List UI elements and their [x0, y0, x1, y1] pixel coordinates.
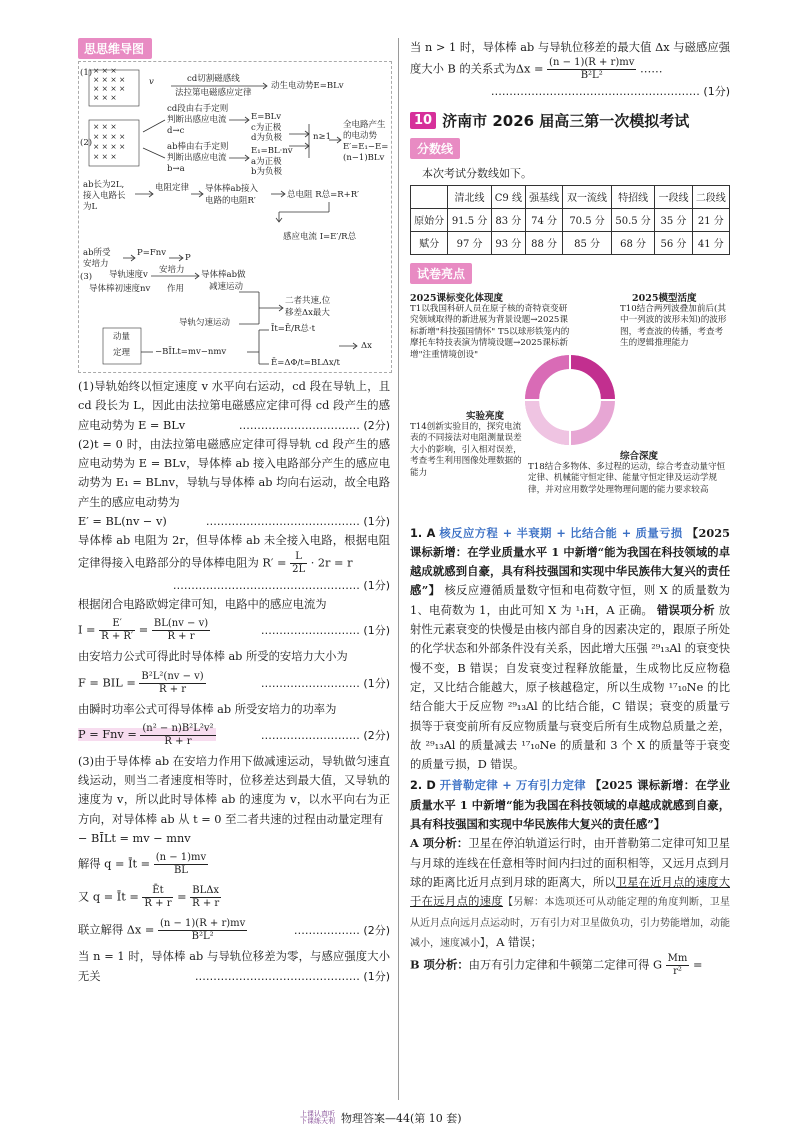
exam-name: 济南市 2026 届高三第一次模拟考试 — [442, 112, 690, 131]
hl1-title: 2025课标变化体现度 — [410, 292, 503, 304]
mm-s2-force-1: 安培力 — [83, 259, 109, 269]
mm-s3-label: (3) — [80, 272, 93, 282]
exam-badge: 10 — [410, 112, 436, 129]
left-p1-score: …………………………… (2分) — [238, 418, 390, 432]
right-p1: 当 n > 1 时，导体棒 ab 与导轨位移差的最大值 Δx 与磁感应强度大小 B 的关系式为Δx = $\frac{(n - 1)(R + r)mv}{\text{B²L²}}$ …… — [410, 41, 730, 82]
question-2 — [410, 776, 730, 978]
hl2-title: 2025模型活度 — [632, 292, 697, 304]
mm-s2-current: 感应电流 I=E′/R总 — [283, 232, 357, 242]
hl3-text: T14创新实验目的，探究电流表的不同接法对电阻测量误差大小的影响，引入相对误差，考查考生利用图像处理数据的能力 — [410, 421, 522, 478]
left-e1: E′ = BL(nv − v) …………………………………… (1分) — [78, 515, 390, 529]
left-p2: (2)t = 0 时，由法拉第电磁感应定律可得导轨 cd 段产生的感应电动势为 E = BLv，导体棒 ab 接入电路部分产生的感应电动势为 E₁ = BLnv，导轨与导体棒 ab 均向右运动，故全电路产生的感应电动势为 — [78, 437, 390, 509]
mm-s2-mid1-1: d为负极 — [251, 133, 282, 143]
mm-s3-arrow: 安培力 — [159, 265, 185, 275]
mm-s2-p: P — [185, 253, 191, 263]
table-row: 赋分 97 分 93 分 88 分 85 分 68 分 56 分 41 分 — [411, 231, 730, 254]
mm-s2-resist-out-1: 电路的电阻R′ — [205, 196, 256, 206]
q2-b: B 项分析：由万有引力定律和牛顿第二定律可得 G $\frac{Mm}{\text{r²}}$ = — [410, 953, 703, 978]
mm-s3-result-0: 二者共速,位 — [285, 296, 331, 306]
left-e8: 联立解得 Δx = $\frac{(n - 1)(R + r)mv}{\text{B²L²}}$ ……………… (2分) — [78, 918, 390, 943]
hl4-text: T18结合多物体、多过程的运动，综合考查动量守恒定律、机械能守恒定律、能量守恒定律及运动学规律，并对应用数学处理物理问题的能力要求较高 — [528, 461, 726, 495]
mm-s3-result-1: 移差Δx最大 — [285, 308, 330, 318]
left-p7: (3)由于导体棒 ab 在安培力作用下做减速运动，导轨做匀速直线运动，则当二者速度相等时，位移差达到最大值，又导轨的速度为 v，所以此时导体棒 ab 的速度为 v，以水平向右为正方向，对导体棒 ab 从 t = 0 至二者共速的过程由动量定理有 — [78, 754, 390, 826]
mm-s3-b: 导体棒ab做 — [201, 270, 246, 280]
mm-s1-v: v — [149, 77, 154, 87]
mm-s2-step1-0: cd段由右手定则 — [167, 104, 229, 114]
mm-s3-init: 导体棒初速度nv — [89, 284, 151, 294]
mm-s3-b2: 减速运动 — [209, 282, 244, 292]
hl1-text: T1以我国科研人员在原子核的奇特衰变研究领域取得的新进展为背景设题→2025课标新增"科技强国情怀" T5以球形铁笼内的摩托车特技表演为情境设题→2025课标新增"注重情境创设" — [410, 303, 570, 360]
mm-s4-b: 定理 — [113, 348, 131, 358]
left-e4: P = Fnv = $\frac{\text{(n² − n)B²L²v²}}{R + r}$ ……………………… (2分) — [78, 722, 390, 747]
mm-s3-c: 导轨匀速运动 — [179, 318, 231, 328]
mind-map — [78, 61, 392, 373]
left-p1: (1)导轨始终以恒定速度 v 水平向右运动，cd 段在导轨上，且 cd 段长为 L，因此由法拉第电磁感应定律可得 cd 段产生的感应电动势为 E = BLv …………………………… (2分) — [78, 377, 390, 435]
mm-s2-step1-2: d→c — [167, 126, 185, 136]
mm-s2-n: n≥1 — [313, 132, 332, 142]
mm-s2-total-3: (n−1)BLv — [343, 153, 385, 163]
mind-map-connectors — [79, 62, 391, 372]
mm-s2-mid1-0: c为正极 — [251, 123, 282, 133]
mm-s1-label: (1) — [80, 68, 93, 78]
left-e5: − BĪLt = mv − mnv — [78, 832, 191, 846]
hl2-text: T10结合两列波叠加前后(其中一列波的波形未知)的波形图，考查波的传播，考查考生的逻辑推理能力 — [620, 303, 727, 349]
mm-s1-grid-2: × × × × — [93, 84, 126, 93]
mm-s2-eq2-1: a为正极 — [251, 157, 282, 167]
mm-s2-eq1: E=BLv — [251, 112, 282, 122]
mm-s2-ab-1: 接入电路长 — [83, 191, 126, 201]
mm-s4-e: Ē=ΔΦ/t=BLΔx/t — [271, 358, 340, 368]
score-intro: 本次考试分数线如下。 — [422, 166, 532, 180]
left-p6: 由瞬时功率公式可得导体棒 ab 所受安培力的功率为 — [78, 702, 337, 716]
mm-s2-total-2: E′=E₁−E= — [343, 142, 389, 152]
mm-s2-eq2-0: E₁=BL·nv — [251, 146, 293, 156]
question-1 — [410, 524, 730, 775]
mm-s1-arrow-bottom: 法拉第电磁感应定律 — [175, 88, 252, 98]
mm-s1-grid-0: × × × — [93, 66, 117, 75]
highlights-tag: 试卷亮点 — [410, 263, 472, 284]
left-solution: (1)导轨始终以恒定速度 v 水平向右运动，cd 段在导轨上，且 cd 段长为 L，因此由法拉第电磁感应定律可得 cd 段产生的感应电动势为 E = BLv …………………………… (2分) (2)t = 0 时，由法拉第电磁感应定律可得导轨 cd 段产生的感应电动势为 E = BLv，导体棒 ab 接入电路部分产生的感应电动势为 E₁ = BLnv，导轨与导体棒 ab 均向右运动，故全电路产生的感应电动势为 E′ = BL(nv − v) …………………………………… (1分) 导体棒 ab 电阻为 2r，但导体棒 ab 未全接入电路，根据电阻定律得接入电路部分的导体棒电阻为 R′ = $\frac{L}{2L}$ · 2r = r …………………………………………… (1分) 根据闭合电路欧姆定律可知，电路中的感应电流为 I = $\frac{E'}{R + R'}$ = $\frac{BL(nv - v)}{R + r}$ ……………………… (1分) 由安培力公式可得此时导体棒 ab 所受的安培力大小为 F = BIL = $\frac{\text{B²L²(nv − v)}}{R + r}$ ……………………… (1分) 由瞬时功率公式可得导体棒 ab 所受安培力的功率为 P = Fnv = $\frac{\text{(n² − n)B²L²v²}}{R + r}$ ……………………… (2分) (3)由于导体棒 ab 在安培力作用下做减速运动，导轨做匀速直线运动，则当二者速度相等时，位移差达到最大值，又导轨的速度为 v，所以此时导体棒 ab 的速度为 v，以水平向右为正方向，对导体棒 ab 从 t = 0 至二者共速的过程由动量定理有 − BĪLt = mv − mnv 解得 q = Īt = $\frac{(n - 1)mv}{BL}$ 又 q = Īt = $\frac{Ēt}{R + r}$ = $\frac{\text{BLΔx}}{R + r}$ 联立解得 Δx = $\frac{(n - 1)(R + r)mv}{\text{B²L²}}$ ……………… (2分) 当 n = 1 时，导体棒 ab 与导轨位移差为零，与感应强度大小无关 ……………………………………… (1分) — [78, 377, 390, 986]
mm-s4-a: 动量 — [113, 332, 131, 342]
left-e7: 又 q = Īt = $\frac{Ēt}{R + r}$ = $\frac{\text{BLΔx}}{R + r}$ — [78, 885, 220, 910]
page-number: 物理答案—44(第 10 套) — [341, 1112, 462, 1125]
mm-s4-eq: −BĪLt=mv−nmv — [155, 347, 227, 357]
mm-s2-total-1: 的电动势 — [343, 131, 378, 141]
mm-s4-i: Īt=Ē/R总·t — [271, 324, 315, 334]
exam-title — [410, 110, 730, 132]
left-p5: 由安培力公式可得此时导体棒 ab 所受的安培力大小为 — [78, 650, 348, 664]
mm-s2-grid-2: × × × × — [93, 142, 126, 151]
mm-s1-result: 动生电动势E=BLv — [271, 81, 344, 91]
mm-s2-resist: 电阻定律 — [155, 183, 190, 193]
mm-s4-out: Δx — [361, 341, 372, 351]
mm-s1-grid-1: × × × × — [93, 75, 126, 84]
mm-s2-total-0: 全电路产生 — [343, 120, 386, 130]
left-e6: 解得 q = Īt = $\frac{(n - 1)mv}{BL}$ — [78, 852, 207, 877]
left-p3: 导体棒 ab 电阻为 2r，但导体棒 ab 未全接入电路，根据电阻定律得接入电路部分的导体棒电阻为 R′ = $\frac{L}{2L}$ · 2r = r — [78, 534, 390, 575]
mm-s1-grid-3: × × × — [93, 93, 117, 102]
left-p8: 当 n = 1 时，导体棒 ab 与导轨位移差为零，与感应强度大小无关 ……………………………………… (1分) — [78, 950, 390, 983]
mm-s2-resist-out-0: 导体棒ab接入 — [205, 184, 259, 194]
mind-map-header: 思思维导图 — [78, 38, 152, 59]
mm-s2-grid-0: × × × — [93, 122, 117, 131]
table-row: 原始分 91.5 分 83 分 74 分 70.5 分 50.5 分 35 分 21 分 — [411, 208, 730, 231]
mm-s2-ab-2: 为L — [83, 202, 98, 212]
mm-s2-ab-0: ab长为2L, — [83, 180, 125, 190]
left-e3: F = BIL = $\frac{\text{B²L²(nv − v)}}{R + r}$ ……………………… (1分) — [78, 670, 390, 695]
mm-s2-step2-2: b→a — [167, 164, 185, 174]
table-header-row: 清北线 C9 线 强基线 双一流线 特招线 一段线 二段线 — [411, 185, 730, 208]
column-divider — [398, 38, 399, 1100]
q2-a: A 项分析：卫星在停泊轨道运行时，由开普勒第二定律可知卫星与月球的连线在任意相等时间内扫过的面积相等，又远月点到月球的距离比近月点到月球的距离大，所以卫星在近月点的速度大于在远月点的速度【另解：本选项还可从动能定理的角度判断，卫星从近月点向远月点运动时，万有引力对卫星做负功，引力势能增加，动能减小，速度减小】，A 错误； — [410, 836, 730, 949]
left-p4: 根据闭合电路欧姆定律可知，电路中的感应电流为 — [78, 597, 327, 611]
page-footer — [300, 1110, 462, 1126]
left-column — [78, 38, 390, 986]
footer-logo: 上课认真听 下课练天利 — [300, 1110, 335, 1125]
mm-s3-a: 导轨速度v — [109, 270, 148, 280]
q2-line: 2. D 开普勒定律 + 万有引力定律 【2025 课标新增：在学业质量水平 1 中新增“能为我国在科技领域的卓越成就感到自豪，具有科技强国和实现中华民族伟大复兴的责任感”】 — [410, 778, 730, 832]
mm-s2-power: P=Fnv — [137, 248, 167, 258]
mm-s2-step1-1: 判断出感应电流 — [167, 115, 227, 125]
mm-s2-force-0: ab所受 — [83, 248, 111, 258]
hl4-title: 综合深度 — [620, 450, 659, 462]
exam-highlights — [410, 288, 730, 524]
score-table — [410, 185, 730, 255]
score-tag: 分数线 — [410, 138, 460, 159]
mm-s1-arrow-top: cd切割磁感线 — [187, 74, 240, 84]
mm-s2-grid-3: × × × — [93, 152, 117, 161]
mm-s2-step2-1: 判断出感应电流 — [167, 153, 227, 163]
mm-s3-zuo: 作用 — [167, 284, 185, 294]
mm-s2-eq2-2: b为负极 — [251, 167, 282, 177]
right-column: 当 n > 1 时，导体棒 ab 与导轨位移差的最大值 Δx 与磁感应强度大小 B 的关系式为Δx = $\frac{(n - 1)(R + r)mv}{\text{B²L²}}$ …… ………………………………………………… (1分) 10 济南市 2026 届高三第一次模拟考试 分数线 本次考试分数线如下。 清北线 C9 线 强基线 双一流线 特招线 一段线 二段线 原始分 91.5 分 83 分 74 分 70.5 分 50.5 分 35 分 21 分 赋分 97 分 93 分 88 分 85 分 68 分 56 分 41 分 试卷亮点 2025课标变化体现度 T1以我国科研人员在原子核的奇特衰变研究领域取得的新进展为背景设题→2025课标新增"科技强国情怀" T5以球形铁笼内的摩托车特技表演为情境设题→2025课标新增"注重情境创设" 2025模型活度 T10结合两列波叠加前后(其中一列波的波形未知)的波形图，考查波的传播，考查考生的逻辑推理能力 实验亮度 T14创新实验目的，探究电流表的不同接法对电阻测量误差大小的影响，引入相对误差，考查考生利用图像处理数据的能力 综合深度 T18结合多物体、多过程的运动，综合考查动量守恒定律、机械能守恒定律、能量守恒定律及运动学规律，并对应用数学处理物理问题的能力要求较高 1. A 核反应方程 + 半衰期 + 比结合能 + 质量亏损 【2025 课标新增：在学业质量水平 1 中新增“能为我国在科技领域的卓越成就感到自豪，具有科技强国和实现中华民族伟大复兴的责任感”】 核反应遵循质量数守恒和电荷数守恒，则 X 的质量数为 1、电荷数为 1，由此可知 X 为 ¹₁H，A 正确。 错误项分析 放射性元素衰变的快慢是由核内部自身的因素决定的，跟原子所处的化学状态和外部条件没有关系，因此增大压强 ²⁹₁₃Al 的衰变快慢不变，B 错误；自发衰变过程释放能量，生成物比反应物稳定，又比结合能越大，原子核越稳定，所以生成物 ¹⁷₁₀Ne 的比结合能大于反应物 ²⁹₁₃Al 的比结合能，C 错误；衰变的质量亏损等于衰变前所有反应物质量与衰变后所有生成物总质量之差，故 ²⁹₁₃Al 的质量减去 ¹⁷₁₀Ne 的质量和 3 个 X 的质量等于衰变的质量亏损，D 错误。 2. D 开普勒定律 + 万有引力定律 【2025 课标新增：在学业质量水平 1 中新增“能为我国在科技领域的卓越成就感到自豪，具有科技强国和实现中华民族伟大复兴的责任感”】 A 项分析：卫星在停泊轨道运行时，由开普勒第二定律可知卫星与月球的连线在任意相等时间内扫过的面积相等，又远月点到月球的距离比近月点到月球的距离大，所以卫星在近月点的速度大于在远月点的速度【另解：本选项还可从动能定理的角度判断，卫星从近月点向远月点运动时，万有引力对卫星做负功，引力势能增加，动能减小，速度减小】，A 错误； B 项分析：由万有引力定律和牛顿第二定律可得 G $\frac{Mm}{\text{r²}}$ = — [410, 38, 730, 978]
mm-s2-step2-0: ab棒由右手定则 — [167, 142, 229, 152]
mm-s2-grid-1: × × × × — [93, 132, 126, 141]
mm-s2-label: (2) — [80, 138, 93, 148]
left-e2: I = $\frac{E'}{R + R'}$ = $\frac{BL(nv - v)}{R + r}$ ……………………… (1分) — [78, 618, 390, 643]
mm-s2-total-r: 总电阻 R总=R+R′ — [287, 190, 360, 200]
hl3-title: 实验亮度 — [466, 410, 505, 422]
q1-line: 1. A 核反应方程 + 半衰期 + 比结合能 + 质量亏损 【2025 课标新增：在学业质量水平 1 中新增“能为我国在科技领域的卓越成就感到自豪，具有科技强国和实现中华民族伟大复兴的责任感”】 核反应遵循质量数守恒和电荷数守恒，则 X 的质量数为 1、电荷数为 1，由此可知 X 为 ¹₁H，A 正确。 错误项分析 放射性元素衰变的快慢是由核内部自身的因素决定的，跟原子所处的化学状态和外部条件没有关系，因此增大压强 ²⁹₁₃Al 的衰变快慢不变，B 错误；自发衰变过程释放能量，生成物比反应物稳定，又比结合能越大，原子核越稳定，所以生成物 ¹⁷₁₀Ne 的比结合能大于反应物 ²⁹₁₃Al 的比结合能，C 错误；衰变的质量亏损等于衰变前所有反应物质量与衰变后所有生成物总质量之差，故 ²⁹₁₃Al 的质量减去 ¹⁷₁₀Ne 的质量和 3 个 X 的质量等于衰变的质量亏损，D 错误。 — [410, 525, 731, 772]
